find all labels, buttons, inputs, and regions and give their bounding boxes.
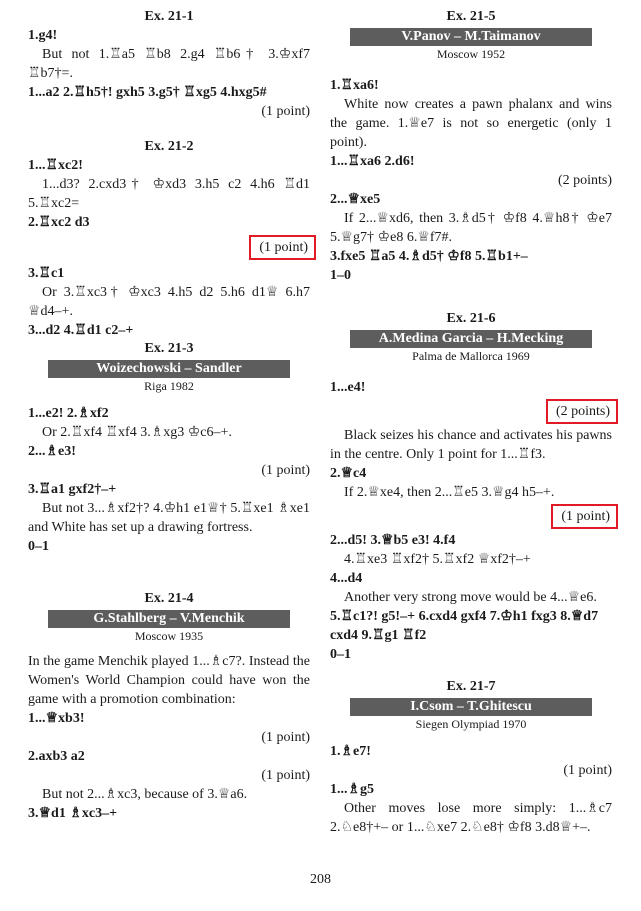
points-label: (1 point) bbox=[261, 104, 310, 119]
exercise-title: Ex. 21-6 bbox=[446, 311, 496, 326]
move-line: 2.♖xc2 d3 bbox=[28, 215, 90, 230]
game-result: 1–0 bbox=[330, 268, 351, 283]
move-line: 1...♕xb3! bbox=[28, 711, 85, 726]
move-line: 1...♖xc2! bbox=[28, 158, 83, 173]
exercise-21-2 bbox=[28, 138, 310, 340]
game-players-banner: A.Medina Garcia – H.Mecking bbox=[350, 330, 592, 348]
move-line: 2...♗e3! bbox=[28, 444, 76, 459]
move-line: 2.♕c4 bbox=[330, 466, 367, 481]
points-label: (1 point) bbox=[261, 768, 310, 783]
exercise-title: Ex. 21-2 bbox=[144, 139, 194, 154]
commentary: In the game Menchik played 1...♗c7?. Instead the Women's World Champion could have won the game with a promotion combination: bbox=[28, 654, 310, 707]
move-line: 1...♗g5 bbox=[330, 782, 375, 797]
exercise-21-3 bbox=[28, 340, 310, 590]
move-line: 3...d2 4.♖d1 c2–+ bbox=[28, 323, 134, 338]
commentary: But not 3...♗xf2†? 4.♔h1 e1♕† 5.♖xe1 ♗xe1 and White has set up a drawing fortress. bbox=[28, 501, 310, 535]
move-line: 3.♖a1 gxf2†–+ bbox=[28, 482, 117, 497]
exercise-title: Ex. 21-5 bbox=[446, 9, 496, 24]
commentary: Or 2.♖xf4 ♖xf4 3.♗xg3 ♔c6–+. bbox=[42, 425, 232, 440]
red-highlight-box: (1 point) bbox=[249, 235, 316, 260]
commentary: White now creates a pawn phalanx and wins the game. 1.♕e7 is not so energetic (only 1 point). bbox=[330, 97, 612, 150]
move-line: 1...a2 2.♖h5†! gxh5 3.g5† ♖xg5 4.hxg5# bbox=[28, 85, 267, 100]
move-line: 1...♖xa6 2.d6! bbox=[330, 154, 415, 169]
game-players-banner: G.Stahlberg – V.Menchik bbox=[48, 610, 290, 628]
commentary: Other moves lose more simply: 1...♗c7 2.♘e8†+– or 1...♘xe7 2.♘e8† ♔f8 3.d8♕+–. bbox=[330, 801, 612, 835]
game-result: 0–1 bbox=[330, 647, 351, 662]
commentary: If 2...♕xd6, then 3.♗d5† ♔f8 4.♕h8† ♔e7 5.♕g7† ♔e8 6.♕f7#. bbox=[330, 211, 612, 245]
exercise-21-4 bbox=[28, 590, 310, 823]
game-result: 0–1 bbox=[28, 539, 49, 554]
move-line: 1.♗e7! bbox=[330, 744, 371, 759]
exercise-21-5 bbox=[330, 8, 612, 310]
move-line: 1.♖xa6! bbox=[330, 78, 379, 93]
game-players-banner: I.Csom – T.Ghitescu bbox=[350, 698, 592, 716]
exercise-21-1 bbox=[28, 8, 310, 138]
game-place: Riga 1982 bbox=[144, 379, 194, 393]
game-place: Siegen Olympiad 1970 bbox=[415, 717, 527, 731]
move-line: 1.g4! bbox=[28, 28, 58, 43]
page-number: 208 bbox=[310, 872, 331, 887]
exercise-title: Ex. 21-7 bbox=[446, 679, 496, 694]
move-line: 2...♕xe5 bbox=[330, 192, 381, 207]
exercise-21-6 bbox=[330, 310, 612, 678]
game-place: Moscow 1935 bbox=[134, 629, 204, 643]
move-line: 3.♕d1 ♗xc3–+ bbox=[28, 806, 118, 821]
points-label: (1 point) bbox=[563, 763, 612, 778]
exercise-title: Ex. 21-1 bbox=[144, 9, 194, 24]
game-players-banner: Woizechowski – Sandler bbox=[48, 360, 290, 378]
points-label: (2 points) bbox=[557, 173, 612, 188]
move-line: 2.axb3 a2 bbox=[28, 749, 85, 764]
exercise-21-7 bbox=[330, 678, 612, 837]
commentary: But not 2...♗xc3, because of 3.♕a6. bbox=[42, 787, 248, 802]
game-place: Moscow 1952 bbox=[436, 47, 506, 61]
move-line: 5.♖c1?! g5!–+ 6.cxd4 gxf4 7.♔h1 fxg3 8.♕d7 cxd4 9.♖g1 ♖f2 bbox=[330, 609, 599, 643]
points-label-highlighted bbox=[28, 235, 310, 260]
commentary: But not 1.♖a5 ♖b8 2.g4 ♖b6† 3.♔xf7 ♖b7†=. bbox=[28, 47, 310, 81]
commentary: 4.♖xe3 ♖xf2† 5.♖xf2 ♕xf2†–+ bbox=[344, 552, 531, 567]
move-line: 3.♖c1 bbox=[28, 266, 65, 281]
move-line: 3.fxe5 ♖a5 4.♗d5† ♔f8 5.♖b1+– bbox=[330, 249, 528, 264]
exercise-title: Ex. 21-3 bbox=[144, 341, 194, 356]
points-label: (1 point) bbox=[261, 730, 310, 745]
commentary: 1...d3? 2.cxd3† ♔xd3 3.h5 c2 4.h6 ♖d1 5.♖xc2= bbox=[28, 177, 310, 211]
move-line: 1...e4! bbox=[330, 380, 366, 395]
points-label: (1 point) bbox=[261, 463, 310, 478]
exercise-title: Ex. 21-4 bbox=[144, 591, 194, 606]
left-column bbox=[28, 8, 310, 823]
commentary: Black seizes his chance and activates his pawns in the centre. Only 1 point for 1...♖f3. bbox=[330, 428, 612, 462]
move-line: 2...d5! 3.♕b5 e3! 4.f4 bbox=[330, 533, 456, 548]
commentary: Or 3.♖xc3† ♔xc3 4.h5 d2 5.h6 d1♕ 6.h7 ♕d4–+. bbox=[28, 285, 310, 319]
points-label-highlighted bbox=[330, 399, 612, 424]
commentary: If 2.♕xe4, then 2...♖e5 3.♕g4 h5–+. bbox=[344, 485, 555, 500]
move-line: 4...d4 bbox=[330, 571, 363, 586]
red-highlight-box: (1 point) bbox=[551, 504, 618, 529]
commentary: Another very strong move would be 4...♕e6. bbox=[344, 590, 597, 605]
right-column bbox=[330, 8, 612, 837]
red-highlight-box: (2 points) bbox=[546, 399, 618, 424]
game-place: Palma de Mallorca 1969 bbox=[412, 349, 530, 363]
move-line: 1...e2! 2.♗xf2 bbox=[28, 406, 109, 421]
game-players-banner: V.Panov – M.Taimanov bbox=[350, 28, 592, 46]
points-label-highlighted bbox=[330, 504, 612, 529]
